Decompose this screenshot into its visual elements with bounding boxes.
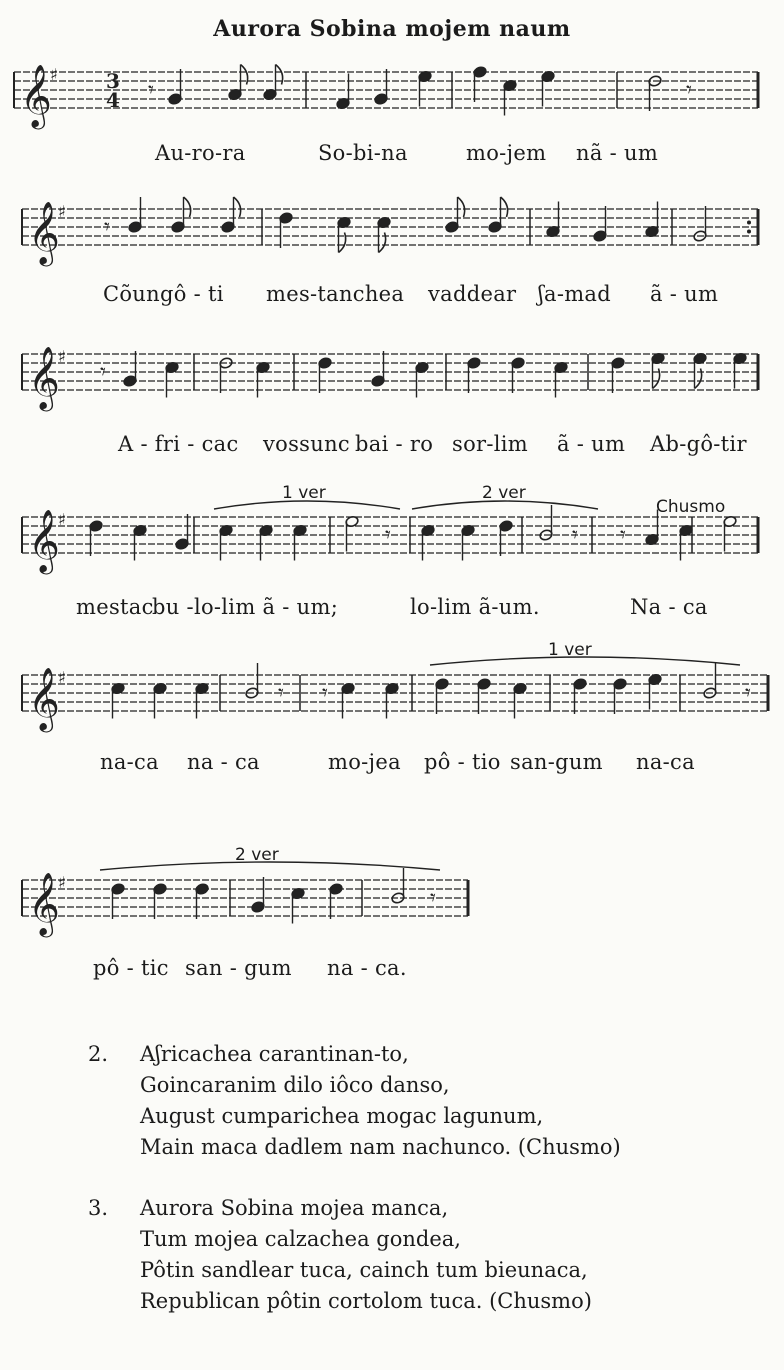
rest-icon: 𝄾 xyxy=(620,523,626,549)
verse-number: 3. xyxy=(88,1196,109,1220)
lyric-syllable: vaddear xyxy=(428,282,517,306)
lyric-syllable: ã - um xyxy=(650,282,719,306)
lyric-syllable: sor-lim xyxy=(452,432,528,456)
sharp-icon: ♯ xyxy=(58,668,66,687)
lyric-line-5 xyxy=(0,750,784,780)
lyric-syllable: Ab-gô-tir xyxy=(650,432,747,456)
rest-icon: 𝄾 xyxy=(745,681,751,707)
lyric-syllable: mes-tanchea xyxy=(266,282,405,306)
marking-first-ending-a: 1 ver xyxy=(282,483,326,503)
marking-first-ending-b: 1 ver xyxy=(548,640,592,660)
note-flag xyxy=(458,197,465,217)
lyric-syllable: na-ca xyxy=(100,750,159,774)
sharp-icon: ♯ xyxy=(58,347,66,366)
staff-system-5 xyxy=(0,663,784,743)
staff-system-2 xyxy=(0,197,784,277)
marking-chusmo: Chusmo xyxy=(656,497,726,517)
rest-icon: 𝄾 xyxy=(100,360,106,386)
verse-number: 2. xyxy=(88,1042,109,1066)
lyric-syllable: san-gum xyxy=(510,750,603,774)
sharp-icon: ♯ xyxy=(50,65,58,84)
note-flag xyxy=(234,197,241,217)
rest-icon: 𝄾 xyxy=(572,523,578,549)
lyric-syllable: bu -lo-lim ã - um; xyxy=(152,595,339,619)
verse-line: Tum mojea calzachea gondea, xyxy=(140,1227,461,1251)
sharp-icon: ♯ xyxy=(58,873,66,892)
lyric-syllable: bai - ro xyxy=(355,432,434,456)
lyric-syllable: Cõungô - ti xyxy=(103,282,224,306)
lyric-syllable: So-bi-na xyxy=(318,141,408,165)
rest-icon: 𝄾 xyxy=(322,681,328,707)
repeat-dot xyxy=(747,230,751,234)
rest-icon: 𝄾 xyxy=(278,681,284,707)
verse-line: Aurora Sobina mojea manca, xyxy=(140,1196,449,1220)
verse-line: Pôtin sandlear tuca, cainch tum bieunaca, xyxy=(140,1258,588,1282)
staff-system-1 xyxy=(0,60,784,140)
rest-icon: 𝄾 xyxy=(104,215,110,241)
lyric-syllable: na - ca. xyxy=(327,956,407,980)
lyric-syllable: pô - tic xyxy=(93,956,169,980)
staff-system-3 xyxy=(0,342,784,422)
lyric-line-6 xyxy=(0,956,784,986)
verse-line: August cumparichea mogac lagunum, xyxy=(140,1104,544,1128)
note-flag xyxy=(184,197,191,217)
sharp-icon: ♯ xyxy=(58,510,66,529)
rest-icon: 𝄾 xyxy=(148,78,154,104)
rest-icon: 𝄾 xyxy=(686,78,692,104)
lyric-syllable: na - ca xyxy=(187,750,260,774)
additional-verses xyxy=(88,1039,621,1347)
treble-clef-icon: 𝄞 xyxy=(28,346,60,409)
lyric-line-2 xyxy=(0,282,784,312)
staff-system-4 xyxy=(0,505,784,585)
treble-clef-icon: 𝄞 xyxy=(20,64,52,127)
lyric-syllable: vossunc xyxy=(263,432,350,456)
lyric-syllable: ã - um xyxy=(557,432,626,456)
rest-icon: 𝄾 xyxy=(430,886,436,912)
verse-line: Main maca dadlem nam nachunco. (Chusmo) xyxy=(140,1135,621,1159)
marking-second-ending-a: 2 ver xyxy=(482,483,526,503)
staff-system-6 xyxy=(0,868,784,948)
marking-second-ending-b: 2 ver xyxy=(235,845,279,865)
lyric-syllable: Na - ca xyxy=(630,595,708,619)
lyric-syllable: san - gum xyxy=(185,956,292,980)
lyric-syllable: mestac xyxy=(76,595,154,619)
treble-clef-icon: 𝄞 xyxy=(28,872,60,935)
lyric-syllable: Au-ro-ra xyxy=(155,141,246,165)
lyric-line-4 xyxy=(0,595,784,625)
time-signature-bottom: 4 xyxy=(106,88,120,112)
lyric-syllable: mo-jem xyxy=(466,141,547,165)
lyric-syllable: mo-jea xyxy=(328,750,401,774)
treble-clef-icon: 𝄞 xyxy=(28,201,60,264)
rest-icon: 𝄾 xyxy=(385,523,391,549)
lyric-syllable: na-ca xyxy=(636,750,695,774)
repeat-dot xyxy=(747,221,751,225)
verse-line: Republican pôtin cortolom tuca. (Chusmo) xyxy=(140,1289,592,1313)
lyric-syllable: ʃa-mad xyxy=(538,282,611,306)
lyric-syllable: A - fri - cac xyxy=(118,432,239,456)
treble-clef-icon: 𝄞 xyxy=(28,509,60,572)
verse-line: Goincaranim dilo iôco danso, xyxy=(140,1073,450,1097)
lyric-syllable: pô - tio xyxy=(424,750,501,774)
verse-line: Aʃricachea carantinan-to, xyxy=(140,1042,409,1066)
note-flag xyxy=(501,197,508,217)
lyric-line-3 xyxy=(0,432,784,462)
lyric-syllable: nã - um xyxy=(576,141,659,165)
lyric-line-1 xyxy=(0,141,784,171)
sharp-icon: ♯ xyxy=(58,202,66,221)
lyric-syllable: lo-lim ã-um. xyxy=(410,595,540,619)
treble-clef-icon: 𝄞 xyxy=(28,667,60,730)
song-title: Aurora Sobina mojem naum xyxy=(213,16,571,42)
time-signature-top: 3 xyxy=(106,69,120,93)
verse-2 xyxy=(88,1039,621,1163)
verse-3 xyxy=(88,1193,621,1317)
